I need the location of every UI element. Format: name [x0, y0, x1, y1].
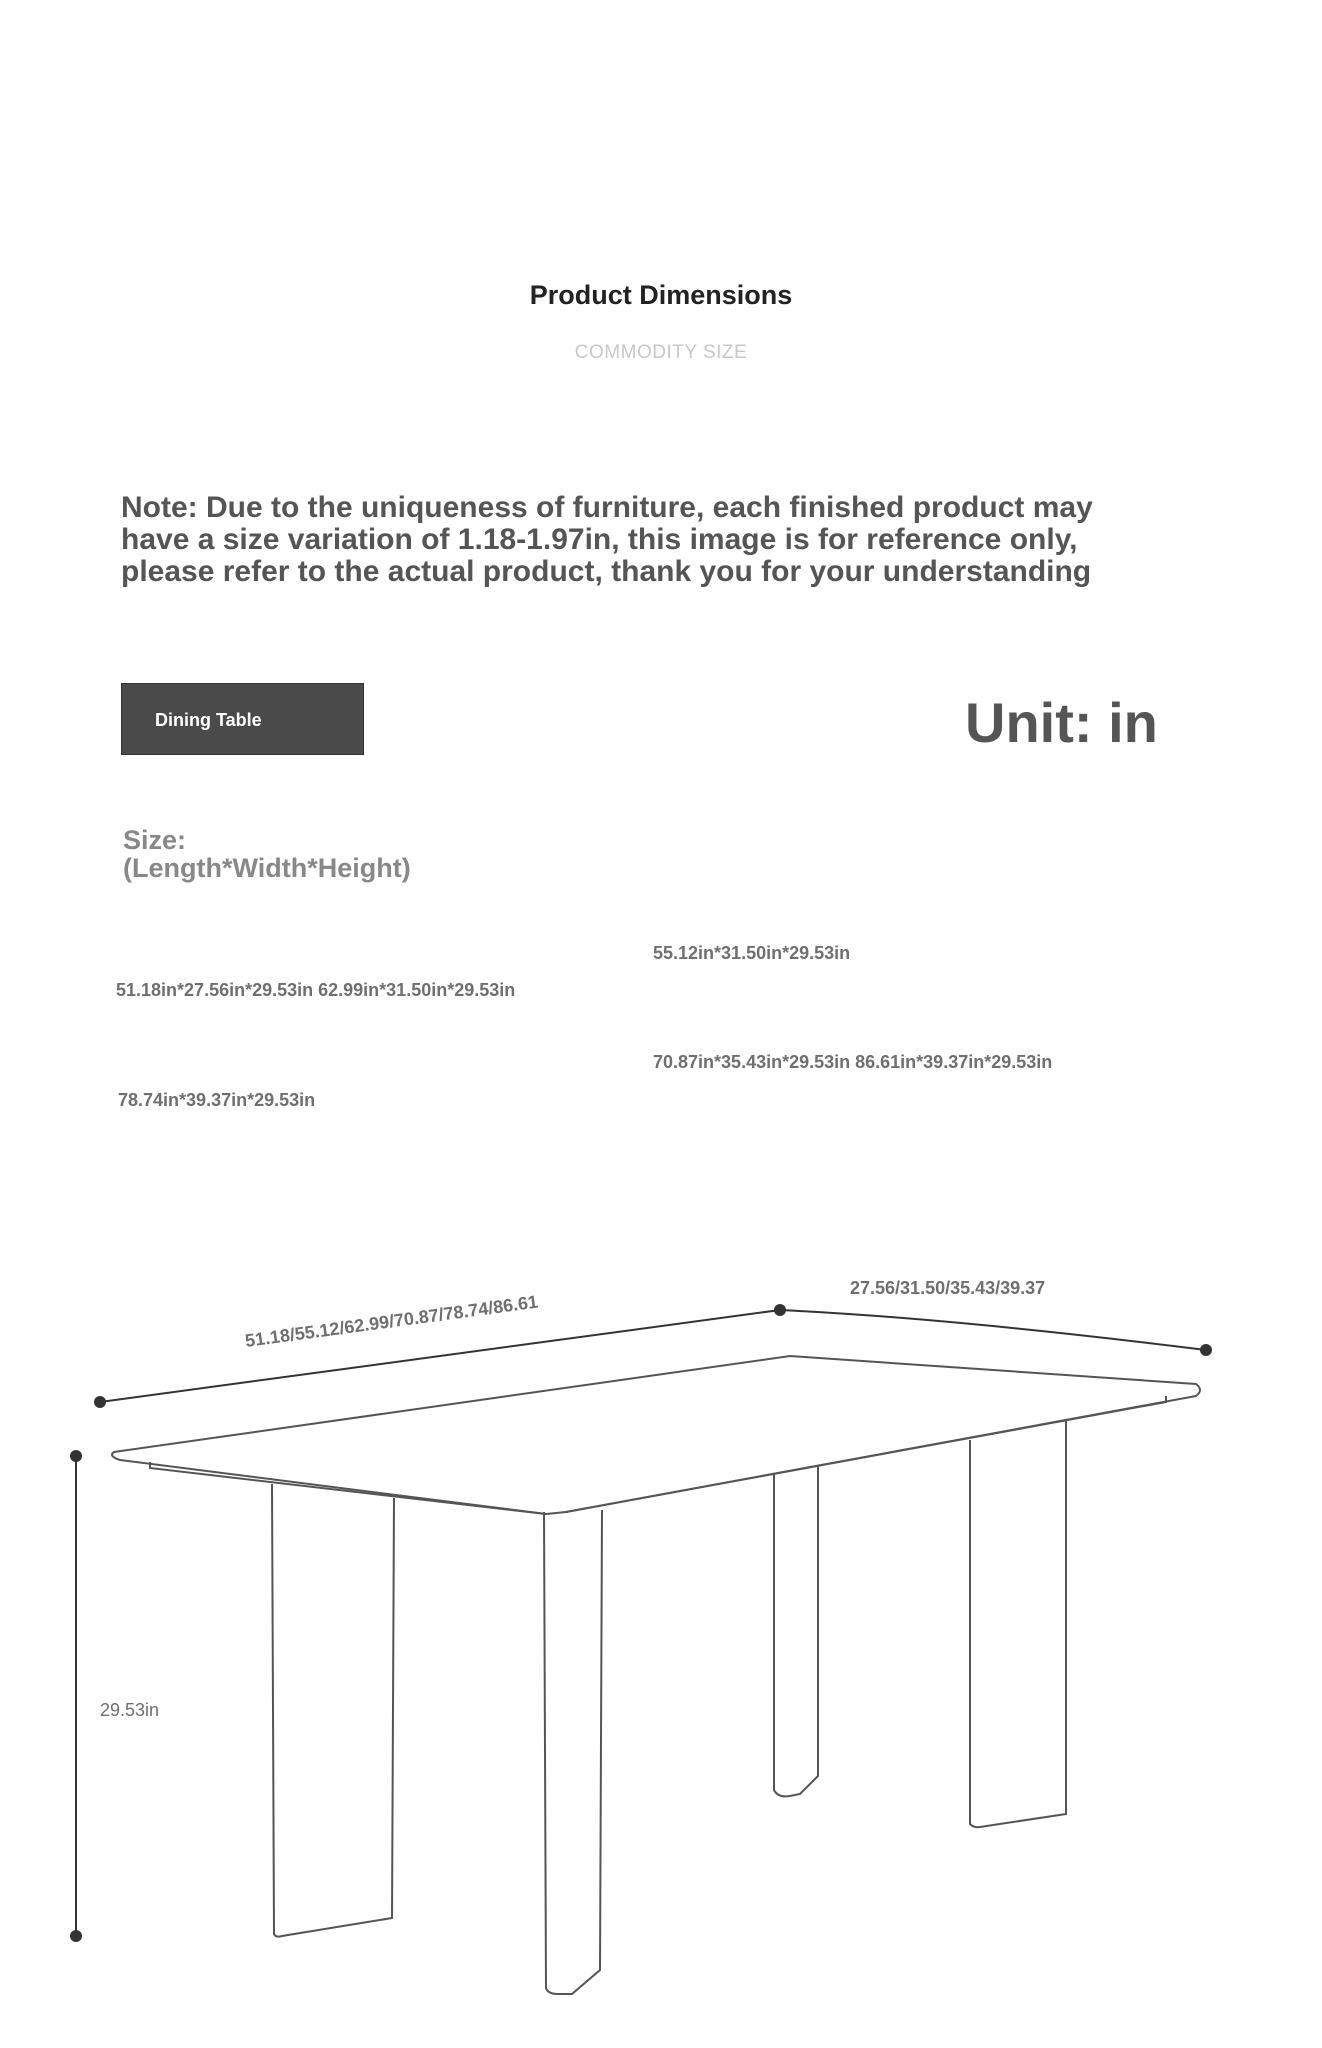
page-subtitle: COMMODITY SIZE — [574, 342, 748, 363]
size-option-2: 78.74in*39.37in*29.53in — [118, 1090, 316, 1110]
size-format: (Length*Width*Height) — [123, 853, 411, 883]
leg-front-left — [272, 1484, 394, 1937]
table-top — [112, 1356, 1200, 1514]
size-option-4: 70.87in*35.43in*29.53in 86.61in*39.37in*29.53in — [653, 1052, 1053, 1072]
page-title: Product Dimensions — [529, 280, 793, 310]
height-dimension — [70, 1450, 159, 1942]
leg-right — [970, 1420, 1066, 1827]
dining-table-dimensions-badge: Dining Table Dimensions — [121, 683, 364, 755]
size-option-1: 51.18in*27.56in*29.53in 62.99in*31.50in*29.53in — [116, 980, 516, 1000]
note-line-1: Note: Due to the uniqueness of furniture, each finished product may — [121, 491, 1093, 524]
size-option-3: 55.12in*31.50in*29.53in — [653, 943, 851, 963]
unit-label: Unit: in — [965, 691, 1158, 754]
height-label: 29.53in — [100, 1700, 160, 1720]
note-line-2: have a size variation of 1.18-1.97in, this image is for reference only, — [121, 523, 1078, 556]
size-label: Size: — [123, 825, 187, 855]
width-dimension — [780, 1278, 1212, 1356]
note-line-3: please refer to the actual product, thank you for your understanding — [121, 555, 1092, 588]
table-legs — [272, 1420, 1066, 1994]
width-label: 27.56/31.50/35.43/39.37 — [850, 1278, 1046, 1298]
length-dimension — [94, 1292, 786, 1408]
leg-front-center — [544, 1510, 602, 1994]
length-label: 51.18/55.12/62.99/70.87/78.74/86.61 — [243, 1291, 540, 1351]
leg-back-center — [774, 1466, 818, 1796]
